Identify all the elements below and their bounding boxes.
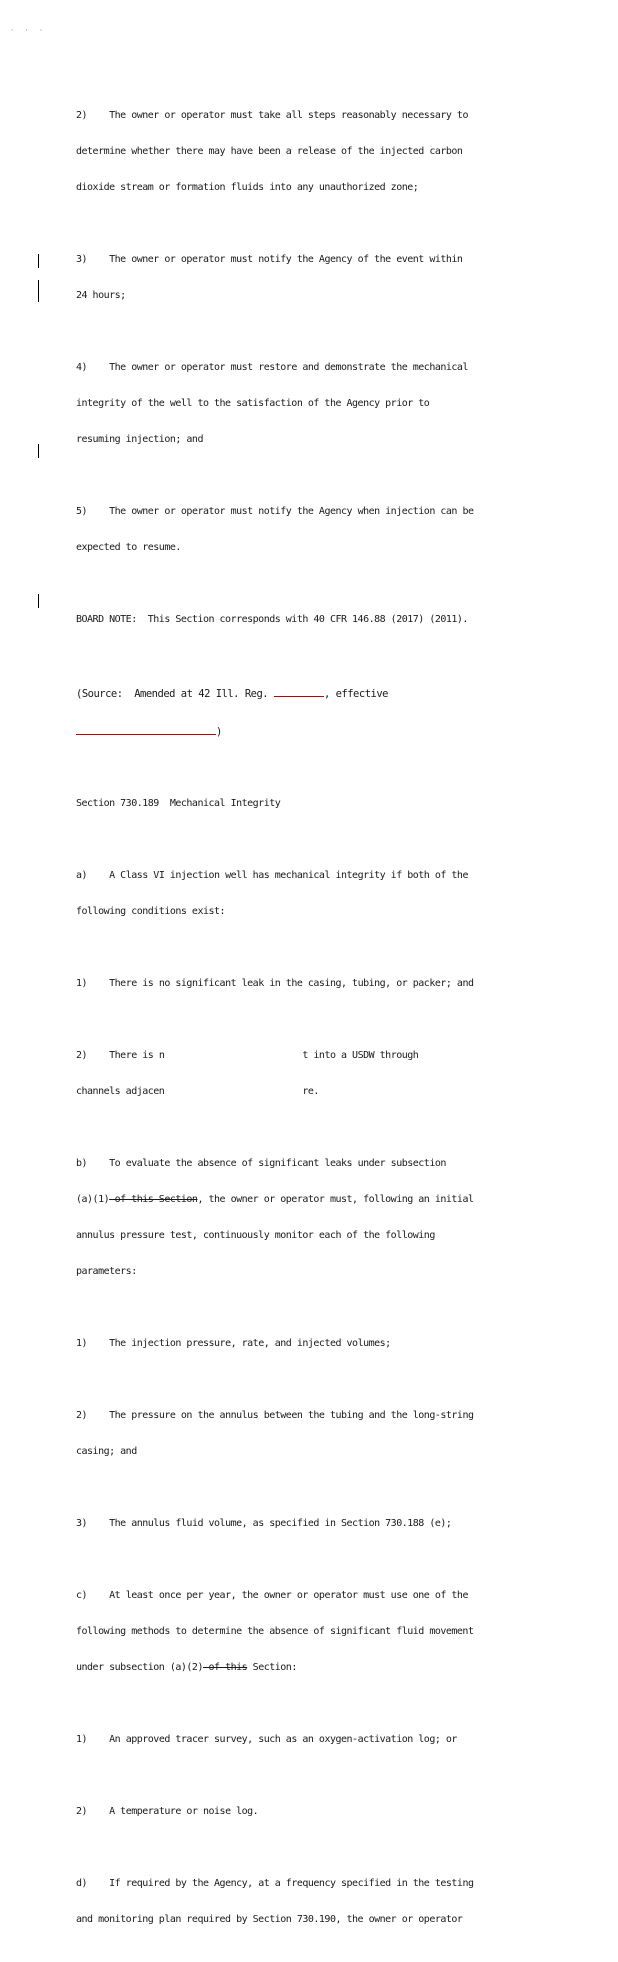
item-label: 1) — [76, 1338, 88, 1349]
paragraph-item-3 — [76, 230, 542, 326]
paragraph-text: There is no significant leak in the casing, tubing, or packer; and — [109, 978, 474, 989]
paragraph-text: dioxide stream or formation fluids into any unauthorized zone; — [76, 182, 419, 193]
paragraph-text: The annulus fluid volume, as specified in Section 730.188 (e); — [109, 1518, 452, 1529]
blank-register-page — [274, 686, 324, 697]
struck-text: of this — [202, 1662, 248, 1673]
subsection-a — [76, 846, 542, 942]
paragraph-text: The injection pressure, rate, and injected volumes; — [109, 1338, 391, 1349]
paragraph-text: annulus pressure test, continuously monitor each of the following — [76, 1230, 435, 1241]
item-label: 3) — [76, 1518, 88, 1529]
paragraph-text: channels adjacen — [76, 1086, 165, 1097]
item-label: 2) — [76, 110, 88, 121]
paragraph-text: expected to resume. — [76, 542, 181, 553]
subsection-b — [76, 1134, 542, 1302]
paragraph-text: The owner or operator must notify the Agency of the event within — [109, 254, 463, 265]
subsection-d — [76, 1854, 542, 1950]
item-label: 3) — [76, 254, 88, 265]
paragraph-text: parameters: — [76, 1266, 137, 1277]
paragraph-item-5 — [76, 482, 542, 578]
paragraph-text: re. — [302, 1086, 319, 1097]
paragraph-text: The pressure on the annulus between the tubing and the long-string — [109, 1410, 474, 1421]
item-label: c) — [76, 1590, 88, 1601]
board-note-text: BOARD NOTE: This Section corresponds with 40 CFR 146.88 (2017) (2011). — [76, 614, 468, 625]
source-note — [76, 662, 542, 762]
paragraph-text: resuming injection; and — [76, 434, 203, 445]
paragraph-text: There is n — [109, 1050, 165, 1061]
subsection-c2 — [76, 1782, 542, 1842]
paragraph-text: If required by the Agency, at a frequency specified in the testing — [109, 1878, 474, 1889]
change-bar — [38, 280, 39, 302]
item-label: 2) — [76, 1806, 88, 1817]
paragraph-text: The owner or operator must notify the Agency when injection can be — [109, 506, 474, 517]
paragraph-text: casing; and — [76, 1446, 137, 1457]
item-label: 1) — [76, 1734, 88, 1745]
paragraph-text: integrity of the well to the satisfaction of the Agency prior to — [76, 398, 430, 409]
paragraph-text: 24 hours; — [76, 290, 126, 301]
source-prefix: (Source: Amended at 42 Ill. Reg. — [76, 688, 274, 700]
item-label: a) — [76, 870, 88, 881]
change-bar — [38, 594, 39, 608]
item-label: 2) — [76, 1410, 88, 1421]
change-bar — [38, 444, 39, 458]
section-heading — [76, 774, 542, 834]
item-label: b) — [76, 1158, 88, 1169]
document-page — [76, 86, 542, 1962]
paragraph-text: under subsection (a)(2) — [76, 1662, 203, 1673]
subsection-c — [76, 1566, 542, 1698]
paragraph-text: and monitoring plan required by Section 730.190, the owner or operator — [76, 1914, 463, 1925]
struck-text: of this Section — [109, 1194, 198, 1205]
item-label: 4) — [76, 362, 88, 373]
paragraph-text: An approved tracer survey, such as an oxygen-activation log; or — [109, 1734, 457, 1745]
corner-mark: ' ' ' — [10, 28, 47, 36]
source-middle: , effective — [323, 688, 388, 700]
paragraph-text: t into a USDW through — [302, 1050, 419, 1061]
paragraph-text: The owner or operator must restore and demonstrate the mechanical — [109, 362, 468, 373]
paragraph-text: A temperature or noise log. — [109, 1806, 259, 1817]
paragraph-text: following conditions exist: — [76, 906, 226, 917]
subsection-a2 — [76, 1026, 542, 1122]
subsection-c1 — [76, 1710, 542, 1770]
item-label: d) — [76, 1878, 88, 1889]
subsection-b2 — [76, 1386, 542, 1482]
section-heading-text: Section 730.189 Mechanical Integrity — [76, 798, 281, 809]
item-label: 5) — [76, 506, 88, 517]
paragraph-text: determine whether there may have been a release of the injected carbon — [76, 146, 463, 157]
item-label: 2) — [76, 1050, 88, 1061]
subsection-b1 — [76, 1314, 542, 1374]
source-end: ) — [216, 726, 222, 738]
blank-effective-date — [76, 724, 216, 735]
paragraph-text: A Class VI injection well has mechanical integrity if both of the — [109, 870, 468, 881]
change-bar — [38, 254, 39, 268]
paragraph-text: Section: — [247, 1662, 297, 1673]
subsection-b3 — [76, 1494, 542, 1554]
paragraph-text: To evaluate the absence of significant leaks under subsection — [109, 1158, 446, 1169]
item-label: 1) — [76, 978, 88, 989]
paragraph-item-2 — [76, 86, 542, 218]
paragraph-text: following methods to determine the absence of significant fluid movement — [76, 1626, 474, 1637]
paragraph-text: The owner or operator must take all steps reasonably necessary to — [109, 110, 468, 121]
subsection-a1 — [76, 954, 542, 1014]
board-note — [76, 590, 542, 650]
paragraph-text: , the owner or operator must, following an initial — [197, 1194, 474, 1205]
paragraph-text: (a)(1) — [76, 1194, 110, 1205]
paragraph-item-4 — [76, 338, 542, 470]
paragraph-text: At least once per year, the owner or operator must use one of the — [109, 1590, 468, 1601]
